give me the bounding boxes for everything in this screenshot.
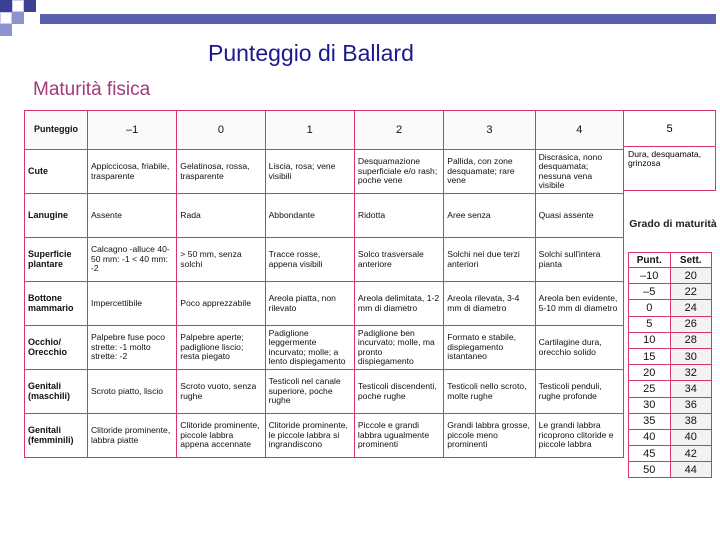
weeks-cell: 42 — [670, 446, 712, 462]
table-cell: Solco trasversale anteriore — [354, 238, 443, 282]
row-label: Bottone mammario — [25, 282, 88, 326]
table-cell: Testicoli penduli, rughe profonde — [535, 370, 623, 414]
table-cell: Formato e stabile, dispiegamento istantaneo — [444, 326, 535, 370]
maturity-row — [629, 462, 712, 478]
maturity-row — [629, 413, 712, 429]
table-cell: > 50 mm, senza solchi — [177, 238, 265, 282]
table-row — [25, 282, 624, 326]
maturity-row — [629, 316, 712, 332]
row-label: Genitali (femminili) — [25, 414, 88, 458]
row-label: Lanugine — [25, 194, 88, 238]
score-cell: –10 — [629, 268, 671, 284]
table-row — [25, 194, 624, 238]
table-cell: Gelatinosa, rossa, trasparente — [177, 150, 265, 194]
table-cell: Ridotta — [354, 194, 443, 238]
weeks-cell: 26 — [670, 316, 712, 332]
table-cell: Desquamazione superficiale e/o rash; poche vene — [354, 150, 443, 194]
table-cell: Liscia, rosa; vene visibili — [265, 150, 354, 194]
row-label: Superficie plantare — [25, 238, 88, 282]
table-cell: Clitoride prominente, labbra piatte — [87, 414, 176, 458]
row-label: Occhio/ Orecchio — [25, 326, 88, 370]
maturity-row — [629, 446, 712, 462]
column-header: 3 — [444, 111, 535, 150]
page-title: Punteggio di Ballard — [208, 40, 414, 66]
column-header: 2 — [354, 111, 443, 150]
table-cell: Aree senza — [444, 194, 535, 238]
table-cell: Assente — [87, 194, 176, 238]
table-cell: Piccole e grandi labbra ugualmente prominenti — [354, 414, 443, 458]
table-cell: Appiccicosa, friabile, trasparente — [87, 150, 176, 194]
table-cell: Areola piatta, non rilevato — [265, 282, 354, 326]
weeks-cell: 32 — [670, 365, 712, 381]
row-label: Cute — [25, 150, 88, 194]
ballard-table — [24, 110, 624, 458]
maturity-header: Sett. — [670, 253, 712, 268]
table-cell: Testicoli nel canale superiore, poche rughe — [265, 370, 354, 414]
table-row — [25, 326, 624, 370]
table-cell: Padiglione leggermente incurvato; molle; a lento dispiegamento — [265, 326, 354, 370]
table-cell: Abbondante — [265, 194, 354, 238]
score-cell: 15 — [629, 348, 671, 364]
column-header: 0 — [177, 111, 265, 150]
table-cell: Testicoli discendenti, poche rughe — [354, 370, 443, 414]
table-cell: Dura, desquamata, grinzosa — [624, 147, 716, 191]
maturity-table — [628, 252, 712, 478]
maturity-row — [629, 284, 712, 300]
table-row — [25, 414, 624, 458]
table-cell: Solchi sull'intera pianta — [535, 238, 623, 282]
weeks-cell: 36 — [670, 397, 712, 413]
table-cell: Testicoli nello scroto, molte rughe — [444, 370, 535, 414]
score-cell: 40 — [629, 429, 671, 445]
weeks-cell: 40 — [670, 429, 712, 445]
maturity-row — [629, 397, 712, 413]
weeks-cell: 30 — [670, 348, 712, 364]
table-cell: Impercettibile — [87, 282, 176, 326]
weeks-cell: 44 — [670, 462, 712, 478]
table-row — [25, 150, 624, 194]
maturity-row — [629, 365, 712, 381]
table-cell: Scroto vuoto, senza rughe — [177, 370, 265, 414]
maturity-row — [629, 332, 712, 348]
table-row — [25, 370, 624, 414]
weeks-cell: 20 — [670, 268, 712, 284]
score-cell: 35 — [629, 413, 671, 429]
score-cell: 5 — [629, 316, 671, 332]
maturity-row — [629, 381, 712, 397]
header-rule — [40, 14, 716, 24]
table-cell: Padiglione ben incurvato; molle, ma pronto dispiegamento — [354, 326, 443, 370]
score-cell: 30 — [629, 397, 671, 413]
table-cell: Cartilagine dura, orecchio solido — [535, 326, 623, 370]
weeks-cell: 24 — [670, 300, 712, 316]
table-cell: Solchi nei due terzi anteriori — [444, 238, 535, 282]
maturity-header: Punt. — [629, 253, 671, 268]
maturity-table-wrap — [628, 252, 712, 478]
weeks-cell: 38 — [670, 413, 712, 429]
table-cell: Palpebre fuse poco strette: -1 molto strette: -2 — [87, 326, 176, 370]
table-cell: Le grandi labbra ricoprono clitoride e piccole labbra — [535, 414, 623, 458]
column-header: –1 — [87, 111, 176, 150]
table-cell: Grandi labbra grosse, piccole meno prominenti — [444, 414, 535, 458]
row-label: Genitali (maschili) — [25, 370, 88, 414]
table-cell: Clitoride prominente, le piccole labbra si ingrandiscono — [265, 414, 354, 458]
ballard-table-image — [24, 110, 624, 526]
table-cell: Areola ben evidente, 5-10 mm di diametro — [535, 282, 623, 326]
score-cell: 20 — [629, 365, 671, 381]
score-cell: –5 — [629, 284, 671, 300]
table-cell: Poco apprezzabile — [177, 282, 265, 326]
score-cell: 25 — [629, 381, 671, 397]
score-cell: 10 — [629, 332, 671, 348]
maturity-row — [629, 268, 712, 284]
maturity-title: Grado di maturità — [629, 218, 717, 230]
column-header-5: 5 — [624, 110, 716, 147]
column-header: Punteggio — [25, 111, 88, 150]
maturity-row — [629, 348, 712, 364]
maturity-row — [629, 429, 712, 445]
table-cell: Calcagno -alluce 40-50 mm: -1 < 40 mm: -2 — [87, 238, 176, 282]
table-cell: Quasi assente — [535, 194, 623, 238]
table-cell: Areola rilevata, 3-4 mm di diametro — [444, 282, 535, 326]
table-cell: Tracce rosse, appena visibili — [265, 238, 354, 282]
table-cell: Clitoride prominente, piccole labbra appena accennate — [177, 414, 265, 458]
table-cell: Palpebre aperte; padiglione liscio; resta piegato — [177, 326, 265, 370]
score-cell: 45 — [629, 446, 671, 462]
column-header: 4 — [535, 111, 623, 150]
table-row — [25, 238, 624, 282]
column-header: 1 — [265, 111, 354, 150]
table-cell: Rada — [177, 194, 265, 238]
table-cell: Pallida, con zone desquamate; rare vene — [444, 150, 535, 194]
table-cell: Areola delimitata, 1-2 mm di diametro — [354, 282, 443, 326]
weeks-cell: 22 — [670, 284, 712, 300]
weeks-cell: 28 — [670, 332, 712, 348]
weeks-cell: 34 — [670, 381, 712, 397]
table-header-row — [25, 111, 624, 150]
score-cell: 50 — [629, 462, 671, 478]
table-cell: Scroto piatto, liscio — [87, 370, 176, 414]
maturity-row — [629, 300, 712, 316]
score-cell: 0 — [629, 300, 671, 316]
table-cell: Discrasica, nono desquamata; nessuna vena visibile — [535, 150, 623, 194]
page-subtitle: Maturità fisica — [33, 79, 151, 100]
